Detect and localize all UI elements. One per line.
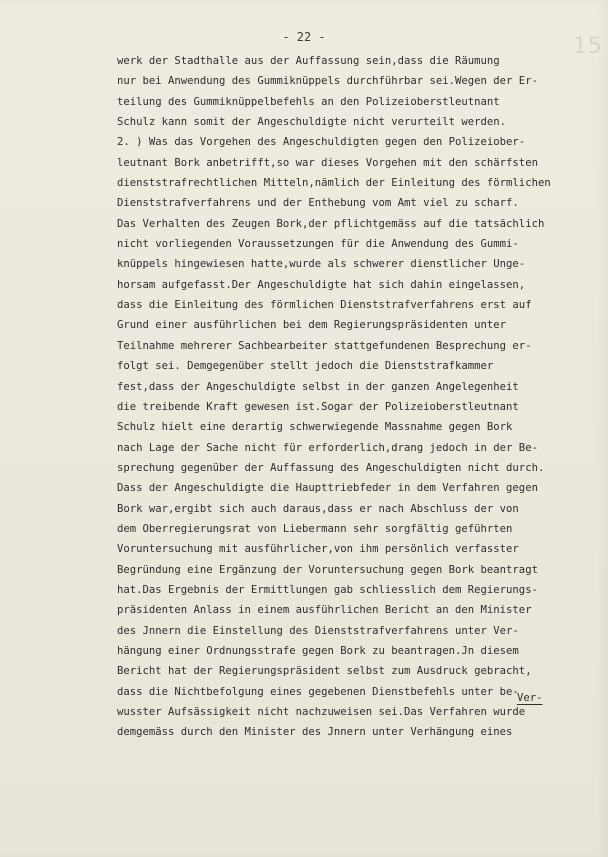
text-line: hängung einer Ordnungsstrafe gegen Bork zu beantragen.Jn diesem <box>117 644 519 657</box>
text-line: teilung des Gummiknüppelbefehls an den Polizeioberstleutnant <box>117 95 500 108</box>
text-line: dass die Einleitung des förmlichen Dienststrafverfahrens erst auf <box>117 299 532 312</box>
text-line: sprechung gegenüber der Auffassung des Angeschuldigten nicht durch. <box>117 461 545 474</box>
text-line: Das Verhalten des Zeugen Bork,der pflichtgemäss auf die tatsächlich <box>117 217 545 230</box>
text-line: Dienststrafverfahrens und der Enthebung vom Amt viel zu scharf. <box>117 197 519 210</box>
catchword: Ver- <box>517 692 543 704</box>
text-line: werk der Stadthalle aus der Auffassung sein,dass die Räumung <box>117 55 500 67</box>
text-line: des Jnnern die Einstellung des Dienststrafverfahrens unter Ver- <box>117 624 519 637</box>
text-line: Voruntersuchung mit ausführlicher,von ihm persönlich verfasster <box>117 543 519 556</box>
text-line: Schulz kann somit der Angeschuldigte nicht verurteilt werden. <box>117 116 507 129</box>
text-line: präsidenten Anlass in einem ausführlichen Bericht an den Minister <box>117 604 532 617</box>
text-line: dienststrafrechtlichen Mitteln,nämlich der Einleitung des förmlichen <box>117 177 551 190</box>
text-line: dass die Nichtbefolgung eines gegebenen Dienstbefehls unter be- <box>117 685 519 698</box>
text-line: folgt sei. Demgegenüber stellt jedoch die Dienststrafkammer <box>117 360 494 373</box>
text-line: knüppels hingewiesen hatte,wurde als schwerer dienstlicher Unge- <box>117 258 526 271</box>
text-line: die treibende Kraft gewesen ist.Sogar der Polizeioberstleutnant <box>117 400 519 413</box>
text-line: Schulz hielt eine derartig schwerwiegende Massnahme gegen Bork <box>117 421 513 434</box>
text-line: Bork war,ergibt sich auch daraus,dass er nach Abschluss der von <box>117 502 519 515</box>
text-line: wusster Aufsässigkeit nicht nachzuweisen sei.Das Verfahren wurde <box>117 706 526 718</box>
text-line: Bericht hat der Regierungspräsident selbst zum Ausdruck gebracht, <box>117 665 532 678</box>
text-line: Teilnahme mehrerer Sachbearbeiter stattgefundenen Besprechung er- <box>117 339 532 352</box>
page-number: - 22 - <box>282 30 326 44</box>
text-line: leutnant Bork anbetrifft,so war dieses Vorgehen mit den schärfsten <box>117 156 538 169</box>
body-text <box>117 51 549 743</box>
text-line: 2. ) Was das Vorgehen des Angeschuldigten gegen den Polizeiober- <box>117 136 526 149</box>
text-line: nur bei Anwendung des Gummiknüppels durchführbar sei.Wegen der Er- <box>117 75 538 88</box>
text-line: Grund einer ausführlichen bei dem Regierungspräsidenten unter <box>117 319 507 332</box>
text-line: nach Lage der Sache nicht für erforderlich,drang jedoch in der Be- <box>117 441 538 454</box>
text-line: demgemäss durch den Minister des Jnnern unter Verhängung eines <box>117 726 513 739</box>
text-line: Dass der Angeschuldigte die Haupttriebfeder in dem Verfahren gegen <box>117 482 538 495</box>
text-line: horsam aufgefasst.Der Angeschuldigte hat sich dahin eingelassen, <box>117 278 526 291</box>
text-line: dem Oberregierungsrat von Liebermann sehr sorgfältig geführten <box>117 522 513 535</box>
text-line: fest,dass der Angeschuldigte selbst in der ganzen Angelegenheit <box>117 380 519 393</box>
text-line: Begründung eine Ergänzung der Voruntersuchung gegen Bork beantragt <box>117 563 538 576</box>
text-line: hat.Das Ergebnis der Ermittlungen gab schliesslich dem Regierungs- <box>117 583 538 596</box>
bleed-through-page-number: 15 <box>573 34 603 59</box>
text-line: nicht vorliegenden Voraussetzungen für die Anwendung des Gummi- <box>117 238 519 251</box>
